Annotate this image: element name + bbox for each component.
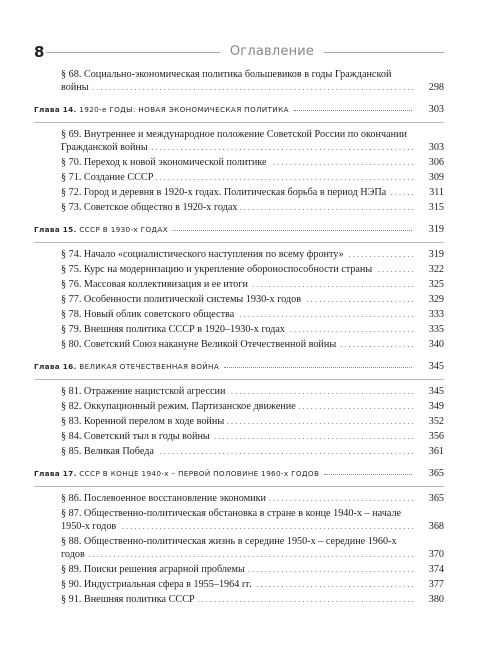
- toc-entry-page-number: 335: [416, 323, 444, 336]
- toc-entry-page-number: 298: [416, 81, 444, 94]
- toc-entry-title: § 71. Создание СССР: [61, 172, 156, 183]
- chapter-label: [34, 362, 222, 371]
- chapter-number: Глава 14.: [34, 104, 77, 114]
- toc-entry-title-box: [61, 507, 416, 533]
- toc-entry-page-number: 303: [416, 141, 444, 154]
- toc-entry[interactable]: [34, 430, 444, 443]
- chapter-label: [34, 105, 292, 114]
- table-of-contents: [34, 68, 444, 608]
- toc-entry-page-number: 356: [416, 430, 444, 443]
- chapter-heading[interactable]: [34, 220, 444, 238]
- toc-entry-title-box: [61, 492, 416, 505]
- toc-entry-title: § 86. Послевоенное восстановление экономики: [61, 493, 269, 504]
- toc-entry-title-box: [61, 563, 416, 576]
- page-title: Оглавление: [229, 44, 315, 59]
- toc-entry-page-number: 329: [416, 293, 444, 306]
- toc-entry[interactable]: [34, 171, 444, 184]
- toc-entry[interactable]: [34, 492, 444, 505]
- toc-entry-title-box: [61, 308, 416, 321]
- toc-entry-title-box: [61, 68, 416, 94]
- toc-entry-page-number: 333: [416, 308, 444, 321]
- toc-entry-page-number: 365: [416, 492, 444, 505]
- toc-entry-title: § 81. Отражение нацистской агрессии: [61, 386, 228, 397]
- toc-entry[interactable]: [34, 400, 444, 413]
- dot-leader: [173, 230, 412, 231]
- chapter-divider: [34, 122, 444, 123]
- toc-entry[interactable]: [34, 578, 444, 591]
- toc-entry-page-number: 340: [416, 338, 444, 351]
- toc-entry[interactable]: [34, 308, 444, 321]
- toc-entry-title: § 77. Особенности политической системы 1930-х годов: [61, 294, 304, 305]
- toc-entry-title-box: [61, 186, 416, 199]
- chapter-divider: [34, 242, 444, 243]
- chapter-page-number: 303: [428, 103, 444, 115]
- toc-entry-title-box: [61, 338, 416, 351]
- toc-entry-page-number: 352: [416, 415, 444, 428]
- toc-entry[interactable]: [34, 507, 444, 533]
- chapter-number: Глава 15.: [34, 224, 77, 234]
- toc-entry[interactable]: [34, 535, 444, 561]
- toc-entry[interactable]: [34, 278, 444, 291]
- chapter-divider: [34, 379, 444, 380]
- toc-entry-title-box: [61, 278, 416, 291]
- chapter-page-number: 345: [428, 360, 444, 372]
- toc-entry-title: § 85. Великая Победа: [61, 446, 157, 457]
- dot-leader: [324, 474, 412, 475]
- toc-entry-page-number: 325: [416, 278, 444, 291]
- chapter-heading[interactable]: [34, 464, 444, 482]
- toc-entry-title: § 75. Курс на модернизацию и укрепление обороноспособности страны: [61, 264, 375, 275]
- toc-entry-page-number: 306: [416, 156, 444, 169]
- toc-entry[interactable]: [34, 128, 444, 154]
- toc-entry-title: § 72. Город и деревня в 1920-х годах. Политическая борьба в период НЭПа: [61, 187, 389, 198]
- chapter-heading[interactable]: [34, 100, 444, 118]
- toc-entry[interactable]: [34, 248, 444, 261]
- chapter-title: СССР В 1930-х ГОДАХ: [79, 224, 169, 234]
- toc-entry-page-number: 309: [416, 171, 444, 184]
- toc-entry-page-number: 377: [416, 578, 444, 591]
- toc-entry-title-box: [61, 293, 416, 306]
- toc-entry[interactable]: [34, 186, 444, 199]
- toc-entry[interactable]: [34, 293, 444, 306]
- chapter-heading[interactable]: [34, 357, 444, 375]
- toc-entry-page-number: 315: [416, 201, 444, 214]
- toc-entry-title: § 89. Поиски решения аграрной проблемы: [61, 564, 248, 575]
- toc-entry-title-box: [61, 415, 416, 428]
- toc-entry-title-box: [61, 400, 416, 413]
- chapter-page-number: 365: [428, 467, 444, 479]
- toc-entry-title: § 88. Общественно-политическая жизнь в середине 1950-х – середине 1960-х годов: [61, 536, 397, 560]
- toc-entry-page-number: 349: [416, 400, 444, 413]
- toc-entry-page-number: 322: [416, 263, 444, 276]
- toc-entry[interactable]: [34, 385, 444, 398]
- dot-leader: [224, 367, 412, 368]
- toc-entry-title-box: [61, 248, 416, 261]
- toc-entry[interactable]: [34, 415, 444, 428]
- toc-entry-title: § 84. Советский тыл в годы войны: [61, 431, 213, 442]
- toc-entry-page-number: 374: [416, 563, 444, 576]
- chapter-divider: [34, 486, 444, 487]
- toc-entry-page-number: 361: [416, 445, 444, 458]
- toc-entry-title-box: [61, 430, 416, 443]
- toc-entry-page-number: 370: [416, 548, 444, 561]
- header-rule-left: [46, 52, 220, 53]
- toc-entry-title-box: [61, 323, 416, 336]
- toc-entry-title-box: [61, 128, 416, 154]
- toc-entry-title: § 87. Общественно-политическая обстановка в стране в конце 1940-х – начале 1950-х годов: [61, 508, 402, 532]
- toc-entry-title: § 91. Внешняя политика СССР: [61, 594, 198, 605]
- toc-entry[interactable]: [34, 156, 444, 169]
- page-number: 8: [34, 43, 45, 61]
- dot-leader: [294, 110, 412, 111]
- toc-entry-title-box: [61, 578, 416, 591]
- toc-entry[interactable]: [34, 263, 444, 276]
- chapter-label: [34, 225, 171, 234]
- toc-entry-title: § 76. Массовая коллективизация и ее итоги: [61, 279, 251, 290]
- chapter-title: 1920-е ГОДЫ: НОВАЯ ЭКОНОМИЧЕСКАЯ ПОЛИТИКА: [79, 104, 289, 114]
- toc-entry-page-number: 368: [416, 520, 444, 533]
- toc-entry[interactable]: [34, 323, 444, 336]
- toc-entry-title: § 68. Социально-экономическая политика большевиков в годы Гражданской войны: [61, 69, 392, 93]
- chapter-title: ВЕЛИКАЯ ОТЕЧЕСТВЕННАЯ ВОЙНА: [79, 361, 220, 371]
- toc-entry-title-box: [61, 445, 416, 458]
- toc-entry-title-box: [61, 593, 416, 606]
- toc-entry-title-box: [61, 201, 416, 214]
- toc-entry-title: § 90. Индустриальная сфера в 1955–1964 гг.: [61, 579, 255, 590]
- toc-entry-title-box: [61, 263, 416, 276]
- toc-entry[interactable]: [34, 338, 444, 351]
- toc-entry-page-number: 380: [416, 593, 444, 606]
- toc-entry[interactable]: [34, 593, 444, 606]
- toc-entry-title: § 70. Переход к новой экономической политике: [61, 157, 270, 168]
- toc-entry-title: § 69. Внутреннее и международное положение Советской России по окончании Гражданской войны: [61, 129, 407, 153]
- toc-entry-page-number: 319: [416, 248, 444, 261]
- chapter-number: Глава 16.: [34, 361, 77, 371]
- chapter-page-number: 319: [428, 223, 444, 235]
- toc-entry[interactable]: [34, 68, 444, 94]
- toc-entry[interactable]: [34, 445, 444, 458]
- toc-entry-title-box: [61, 156, 416, 169]
- toc-entry-title: § 80. Советский Союз накануне Великой Отечественной войны: [61, 339, 339, 350]
- header-rule-right: [324, 52, 444, 53]
- toc-entry-title-box: [61, 385, 416, 398]
- page-header: [34, 42, 444, 62]
- chapter-number: Глава 17.: [34, 468, 77, 478]
- toc-entry-title: § 79. Внешняя политика СССР в 1920–1930-х годах: [61, 324, 288, 335]
- chapter-label: [34, 469, 322, 478]
- toc-entry-title: § 83. Коренной перелом в ходе войны: [61, 416, 227, 427]
- toc-entry[interactable]: [34, 201, 444, 214]
- toc-entry-title: § 82. Оккупационный режим. Партизанское движение: [61, 401, 299, 412]
- toc-entry-page-number: 345: [416, 385, 444, 398]
- toc-entry-title: § 78. Новый облик советского общества: [61, 309, 237, 320]
- toc-entry-title-box: [61, 535, 416, 561]
- toc-entry[interactable]: [34, 563, 444, 576]
- toc-entry-title-box: [61, 171, 416, 184]
- toc-entry-page-number: 311: [416, 186, 444, 199]
- toc-entry-title: § 73. Советское общество в 1920-х годах: [61, 202, 240, 213]
- toc-entry-title: § 74. Начало «социалистического наступления по всему фронту»: [61, 249, 347, 260]
- chapter-title: СССР В КОНЦЕ 1940-х – ПЕРВОЙ ПОЛОВИНЕ 1960-х ГОДОВ: [79, 468, 320, 478]
